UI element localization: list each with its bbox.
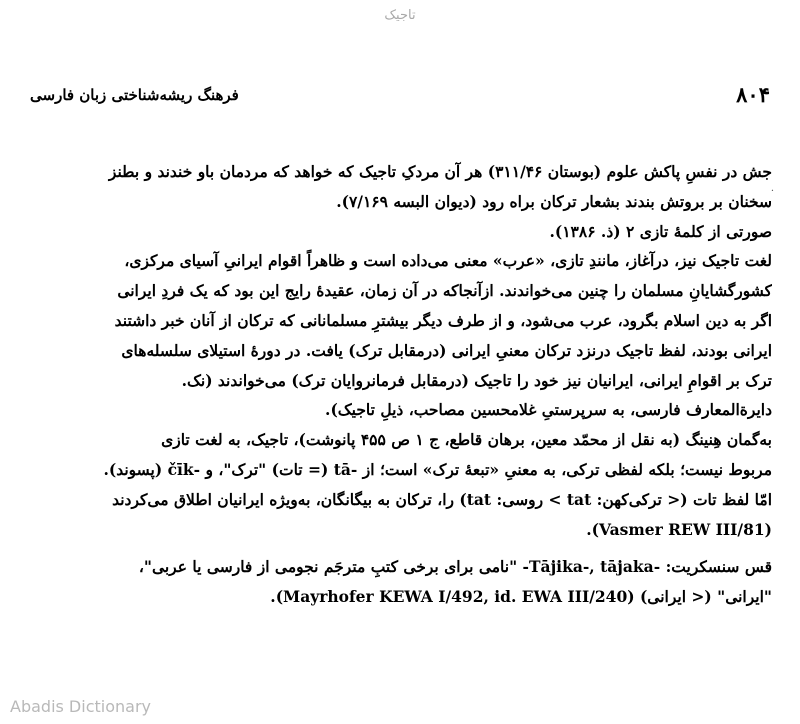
entry-body [28, 157, 772, 612]
text-line: ایرانی بودند، لفظ تاجیک درنزد ترکان معنیِ ایرانی (درمقابل ترک) یافت. در دورهٔ استیلای سلسله‌های [121, 340, 772, 360]
text-line: لغت تاجیک نیز، درآغاز، مانندِ تازی، «عرب» معنی می‌داده است و ظاهراً اقوام ایرانیِ آسیای مرکزی، [124, 251, 772, 271]
margin-mark: · [770, 186, 774, 197]
text-line: کشورگشایانِ مسلمان را چنین می‌خواندند. ازآنجاکه در آن زمان، عقیدهٔ رایج این بود که یک فردِ ایرانی [117, 281, 772, 301]
text-line: اگر به دین اسلام بگرود، عرب می‌شود، و از طرف دیگر بیشترِ مسلمانانی که ترکان از آنان خبر داشتند [114, 310, 772, 330]
text-line: به‌گمان هِنینگ (به نقل از محمّد معین، برهان قاطع، ج ۱ ص ۴۵۵ پانوشت)، تاجیک، به لغت تازی [161, 430, 772, 450]
text-line: ترک بر اقوامِ ایرانی، ایرانیان نیز خود را تاجیک (درمقابل فرمانروایان ترک) می‌خواندند (نک. [181, 370, 772, 390]
text-line: (Vasmer REW III/81). [586, 519, 772, 539]
page-number: ۸۰۴ [736, 82, 770, 107]
page-header-word: تاجیک [384, 8, 416, 23]
text-line: سخنان بر بروتش بندند بشعار ترکان براه رود (دیوان البسه ۷/۱۶۹). [336, 191, 772, 211]
watermark: Abadis Dictionary [10, 697, 151, 716]
text-line: مربوط نیست؛ بلکه لفظی ترکی، به معنیِ «تبعهٔ ترک» است؛ از -tā (= تات) "ترک"، و -čīk (پسوند). [103, 459, 772, 479]
running-head [30, 82, 770, 112]
text-line: صورتی از کلمهٔ تازی ۲ (ذ. ۱۳۸۶). [549, 221, 772, 241]
text-line: قس سنسکریت: -Tājika-, tājaka- "نامی برای برخی کتبِ مترجَم نجومی از فارسی یا عربی"، [138, 557, 772, 577]
text-line: دایرةالمعارف فارسی، به سرپرستیِ غلامحسین مصاحب، ذیلِ تاجیک). [325, 400, 772, 420]
book-title: فرهنگ ریشه‌شناختی زبان فارسی [30, 86, 239, 104]
text-line: امّا لفظ تات (< ترکی‌کهن: tat > روسی: tat) را، ترکان به بیگانگان، به‌ویژه ایرانیان اطلاق می‌کردند [112, 489, 772, 509]
text-line: جش در نفسِ پاکش علوم (بوستان ۳۱۱/۴۶) هر آن مردکِ تاجیک که خواهد که مردمان باو خندند و بطنز [108, 162, 772, 181]
text-line: "ایرانی" (< ایرانی) (Mayrhofer KEWA I/492, id. EWA III/240). [270, 587, 772, 607]
